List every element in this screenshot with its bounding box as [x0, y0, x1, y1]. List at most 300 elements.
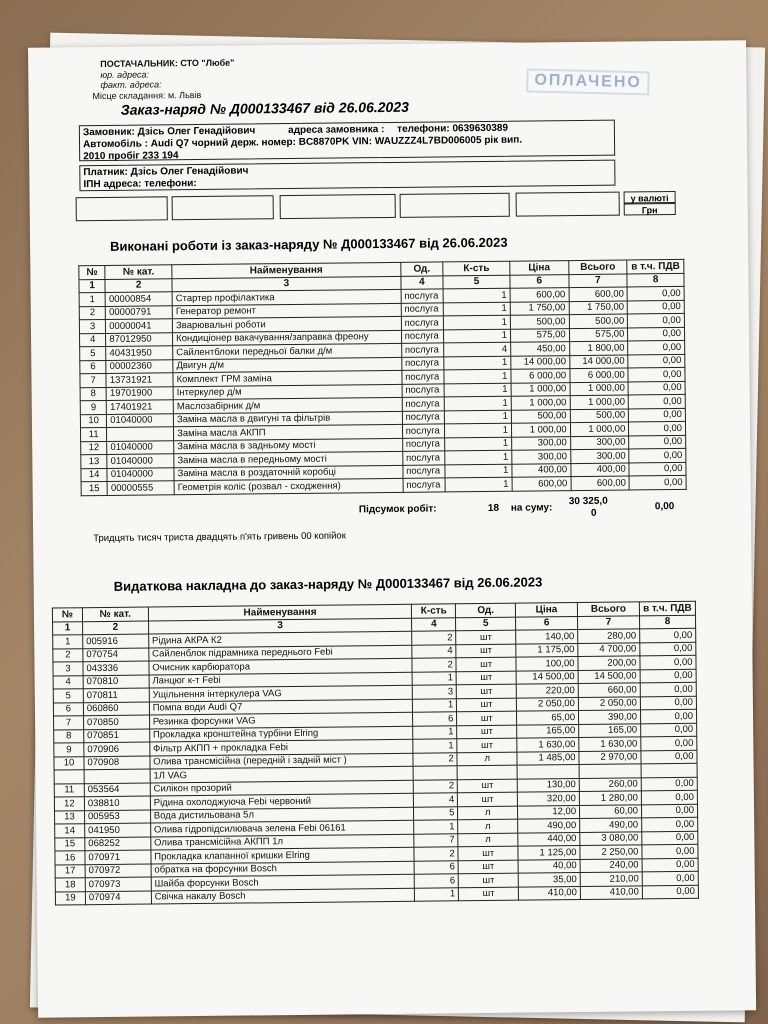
works-cell: 1 800,00 [569, 341, 628, 355]
parts-cell: Ланцюг к-т Febi [149, 672, 413, 688]
works-cell: 1 [444, 315, 511, 329]
parts-cell: Помпа води Audi Q7 [149, 699, 413, 715]
works-header-cell: № [79, 265, 105, 279]
customer-name: Замовник: Дзісь Олег Генадійович [82, 125, 256, 139]
works-cell: 1 750,00 [569, 300, 628, 314]
empty-field-5 [516, 192, 620, 217]
empty-field-3 [280, 194, 396, 219]
parts-cell: 1 630,00 [579, 737, 641, 751]
works-cell: 7 [80, 373, 106, 387]
works-cell: 0,00 [629, 448, 686, 462]
works-header-cell: Всього [568, 260, 627, 274]
parts-column-number: 3 [148, 618, 412, 634]
works-cell: 5 [80, 346, 106, 360]
works-cell: 1 [445, 410, 512, 424]
works-cell: 300,00 [570, 435, 629, 449]
works-cell: 500,00 [510, 315, 569, 329]
works-cell: 1 [444, 369, 511, 383]
parts-column-number: 6 [516, 616, 578, 630]
works-cell: 12 [81, 441, 107, 455]
parts-cell: шт [458, 792, 518, 806]
works-cell: 9 [80, 400, 106, 414]
works-cell: 400,00 [571, 462, 630, 476]
works-title: Виконані роботи із заказ-наряду № Д000133467 від 26.06.2023 [110, 234, 508, 254]
works-cell: 1 [445, 437, 512, 451]
works-cell: послуга [401, 329, 444, 343]
works-cell: Заміна масла в двигуні та фільтрів [173, 411, 402, 427]
works-cell: 11 [81, 427, 107, 441]
parts-cell: 0,00 [642, 831, 698, 845]
works-cell: 10 [80, 414, 106, 428]
parts-cell: 6 [414, 860, 458, 874]
parts-cell: 440,00 [518, 832, 580, 846]
works-header-cell: № кат. [105, 265, 172, 279]
car-info: Автомобіль : Audi Q7 чорний держ. номер: BC8870PK VIN: WAUZZZ4L7BD006005 рік вип. [82, 134, 523, 151]
works-cell: 600,00 [512, 477, 571, 491]
sum-in-words: Тридцять тисяч триста двадцять п'ять гривень 00 копійок [93, 530, 346, 545]
parts-cell: 13 [55, 810, 85, 824]
parts-cell: 0,00 [640, 696, 696, 710]
customer-box [79, 120, 615, 162]
works-header-cell: Найменування [172, 262, 401, 278]
parts-cell: 2 [53, 648, 83, 662]
works-vat-total: 0,00 [654, 501, 675, 513]
works-cell: 0,00 [629, 462, 686, 476]
works-cell: 14 000,00 [569, 354, 628, 368]
parts-cell: 2 [412, 631, 456, 645]
parts-cell [413, 766, 457, 780]
works-cell: 15 [81, 481, 107, 495]
works-cell: послуга [401, 289, 444, 303]
payer-box [79, 160, 615, 192]
works-cell: послуга [402, 437, 445, 451]
works-total-qty: 18 [487, 502, 500, 514]
parts-cell: 043336 [83, 661, 149, 675]
parts-cell: 140,00 [516, 630, 578, 644]
parts-cell: шт [457, 684, 517, 698]
parts-header-cell: № [52, 608, 82, 622]
parts-cell: шт [456, 657, 516, 671]
parts-cell: Олива трансмісійна (передній і задній міст ) [150, 753, 414, 769]
works-cell: послуга [401, 316, 444, 330]
parts-cell: шт [457, 738, 517, 752]
parts-cell: 210,00 [580, 872, 642, 886]
works-cell: 3 [79, 319, 105, 333]
parts-cell: Олива трансмісійна АКПП 1л [151, 834, 415, 850]
parts-cell: 041950 [85, 823, 151, 837]
works-cell: 6 [80, 360, 106, 374]
parts-cell: Прокладка клапанної кришки Elring [151, 847, 415, 863]
works-cell: 300,00 [570, 449, 629, 463]
car-info-2: 2010 пробіг 233 194 [83, 150, 179, 163]
works-cell: 1 [444, 383, 511, 397]
works-cell: 0,00 [628, 327, 685, 341]
parts-cell: 1 280,00 [579, 791, 641, 805]
parts-cell: 1 [413, 725, 457, 739]
parts-cell: 390,00 [579, 710, 641, 724]
parts-cell: 15 [55, 837, 85, 851]
parts-column-number: 8 [639, 615, 695, 629]
works-cell: послуга [402, 397, 445, 411]
works-cell: 14 000,00 [511, 355, 570, 369]
parts-cell: 40,00 [518, 859, 580, 873]
parts-cell: 6 [415, 874, 459, 888]
parts-column-number: 1 [53, 621, 83, 635]
works-cell: Комплект ГРМ заміна [173, 370, 402, 386]
parts-column-number: 5 [456, 617, 516, 631]
parts-cell: 17 [55, 864, 85, 878]
parts-cell: шт [458, 860, 518, 874]
works-cell: 300,00 [512, 436, 571, 450]
parts-cell [517, 765, 579, 779]
payer-details: ІПН адреса: телефони: [83, 178, 197, 191]
works-cell: 1 000,00 [511, 396, 570, 410]
empty-field-1 [76, 196, 168, 221]
parts-column-number: 4 [412, 617, 456, 631]
works-header-cell: в т.ч. ПДВ [627, 259, 684, 273]
parts-cell: 11 [54, 783, 84, 797]
parts-cell: 0,00 [640, 655, 696, 669]
payer-name: Платник: Дзісь Олег Генадійович [83, 165, 249, 179]
parts-cell: 1 [53, 635, 83, 649]
parts-cell: 280,00 [578, 629, 640, 643]
works-cell: 8 [80, 387, 106, 401]
works-cell: 0,00 [628, 313, 685, 327]
parts-cell: 0,00 [642, 858, 698, 872]
works-cell: послуга [402, 370, 445, 384]
works-cell: 00000854 [105, 292, 172, 306]
works-cell: 500,00 [511, 409, 570, 423]
parts-table [52, 601, 699, 906]
parts-cell: 038810 [84, 796, 150, 810]
works-cell: 575,00 [510, 328, 569, 342]
parts-cell: 0,00 [640, 682, 696, 696]
parts-cell: 220,00 [516, 684, 578, 698]
parts-cell: 6 [53, 702, 83, 716]
works-cell: 450,00 [511, 342, 570, 356]
works-cell: Двигун д/м [173, 357, 402, 373]
parts-cell: 490,00 [580, 818, 642, 832]
parts-cell: 14 [55, 824, 85, 838]
works-cell: 01040000 [107, 467, 174, 481]
parts-cell: 1 [415, 887, 459, 901]
parts-cell: 1 [413, 739, 457, 753]
works-sum-label: на суму: [510, 502, 553, 514]
supplier-line: ПОСТАЧАЛЬНИК: СТО "Любе" [100, 57, 235, 70]
works-cell: 14 [81, 468, 107, 482]
works-cell: 13 [81, 454, 107, 468]
parts-cell: 490,00 [518, 819, 580, 833]
parts-cell: 070971 [85, 850, 151, 864]
works-cell: 1 [445, 464, 512, 478]
parts-cell: 070906 [84, 742, 150, 756]
parts-cell: 2 [414, 847, 458, 861]
parts-cell: 4 700,00 [578, 642, 640, 656]
parts-cell: 14 500,00 [516, 670, 578, 684]
customer-phones: телефони: 0639630389 [397, 122, 509, 135]
parts-cell: 070972 [85, 864, 151, 878]
legal-address: юр. адреса: [100, 69, 150, 81]
parts-cell: 3 080,00 [580, 831, 642, 845]
parts-cell [84, 769, 150, 783]
parts-cell: 2 [413, 752, 457, 766]
parts-cell: л [458, 833, 518, 847]
works-cell: послуга [403, 464, 446, 478]
works-cell: Інтеркулер д/м [173, 384, 402, 400]
works-cell: 0,00 [629, 408, 686, 422]
parts-cell [641, 763, 697, 777]
parts-cell: 0,00 [642, 885, 698, 899]
parts-cell: 070908 [84, 756, 150, 770]
parts-cell: 0,00 [640, 669, 696, 683]
works-cell: 500,00 [569, 314, 628, 328]
works-cell: 1 000,00 [570, 395, 629, 409]
works-cell: Заміна масла АКПП [174, 424, 403, 440]
currency-value: Грн [624, 203, 676, 216]
parts-cell: 0,00 [641, 723, 697, 737]
works-cell: 01040000 [107, 454, 174, 468]
parts-cell: 3 [53, 662, 83, 676]
parts-header-cell: Ціна [515, 603, 577, 617]
parts-cell: Рідина АКРА К2 [148, 631, 412, 647]
parts-header-cell: в т.ч. ПДВ [639, 601, 695, 615]
parts-cell: 060860 [83, 702, 149, 716]
parts-cell: 410,00 [580, 885, 642, 899]
works-column-number: 7 [569, 273, 628, 287]
parts-cell: шт [459, 887, 519, 901]
works-cell: послуга [402, 451, 445, 465]
works-cell: Геометрія коліс (розвал - сходження) [174, 478, 403, 494]
works-cell: 600,00 [571, 476, 630, 490]
currency-label: у валюті [624, 191, 676, 204]
works-column-number: 5 [443, 275, 510, 289]
parts-cell: 1Л VAG [150, 766, 414, 782]
parts-cell: 16 [55, 851, 85, 865]
parts-cell: 070811 [83, 688, 149, 702]
works-cell: 1 [79, 292, 105, 306]
parts-cell: 18 [55, 878, 85, 892]
works-cell: 1 000,00 [570, 422, 629, 436]
works-cell: 0,00 [628, 394, 685, 408]
works-column-number: 3 [172, 276, 401, 292]
parts-header-cell: Найменування [148, 604, 412, 620]
works-cell: послуга [401, 302, 444, 316]
parts-cell: 070810 [83, 675, 149, 689]
parts-cell: л [458, 806, 518, 820]
parts-cell: 2 250,00 [580, 845, 642, 859]
parts-cell: 1 125,00 [518, 846, 580, 860]
works-cell: послуга [403, 478, 446, 492]
parts-cell: 4 [412, 644, 456, 658]
paid-stamp: ОПЛАЧЕНО [526, 68, 650, 95]
works-column-number: 1 [79, 279, 105, 293]
parts-cell: 8 [54, 729, 84, 743]
parts-cell: 0,00 [640, 709, 696, 723]
works-cell: Заміна масла в роздаточній коробці [174, 465, 403, 481]
parts-cell: 2 970,00 [579, 750, 641, 764]
parts-cell [579, 764, 641, 778]
works-cell: 1 [445, 477, 512, 491]
parts-cell: 005953 [84, 810, 150, 824]
parts-cell: 1 [414, 820, 458, 834]
parts-cell: 9 [54, 743, 84, 757]
parts-cell: 4 [53, 675, 83, 689]
parts-cell: 7 [414, 833, 458, 847]
parts-cell: 2 [412, 658, 456, 672]
parts-cell: 12 [54, 797, 84, 811]
parts-column-number: 7 [578, 615, 640, 629]
parts-header-cell: Всього [577, 602, 639, 616]
parts-cell: 3 [413, 685, 457, 699]
empty-field-2 [172, 195, 274, 220]
parts-cell: 165,00 [579, 723, 641, 737]
works-cell: 01040000 [107, 413, 174, 427]
parts-cell [54, 770, 84, 784]
works-cell: 6 000,00 [511, 369, 570, 383]
parts-cell: шт [457, 725, 517, 739]
works-cell: 0,00 [627, 286, 684, 300]
parts-cell: 65,00 [517, 711, 579, 725]
parts-header-cell: Од. [456, 603, 516, 617]
parts-header-cell: К-сть [412, 604, 456, 618]
works-cell: послуга [402, 383, 445, 397]
works-header-cell: Ціна [510, 261, 569, 275]
parts-cell: Свічка накалу Bosch [151, 888, 415, 904]
works-cell: 13731921 [106, 373, 173, 387]
parts-cell: Ущільнення інтеркулера VAG [149, 685, 413, 701]
parts-cell: 6 [413, 712, 457, 726]
works-cell: 1 000,00 [511, 382, 570, 396]
parts-cell: 260,00 [579, 777, 641, 791]
parts-cell: л [458, 819, 518, 833]
parts-cell: 1 [413, 698, 457, 712]
works-cell: Маслозабірник д/м [173, 397, 402, 413]
works-cell: 6 000,00 [570, 368, 629, 382]
works-cell: послуга [401, 343, 444, 357]
parts-cell: шт [456, 630, 516, 644]
works-cell: 1 [444, 356, 511, 370]
works-cell: 19701900 [106, 386, 173, 400]
parts-cell: Силікон прозорий [150, 780, 414, 796]
parts-cell: 320,00 [517, 792, 579, 806]
parts-cell: Сайленблок підрамника переднього Febi [149, 645, 413, 661]
parts-cell: 60,00 [580, 804, 642, 818]
parts-cell: 4 [414, 793, 458, 807]
works-cell: 17401921 [107, 400, 174, 414]
parts-cell: 2 050,00 [516, 697, 578, 711]
parts-cell: 100,00 [516, 657, 578, 671]
works-cell: Зварювальні роботи [172, 316, 401, 332]
parts-cell: Олива гідропідсилювача зелена Febi 06161 [150, 820, 414, 836]
works-cell: 87012950 [106, 332, 173, 346]
parts-cell: 1 485,00 [517, 751, 579, 765]
parts-cell: шт [458, 779, 518, 793]
parts-cell: шт [456, 671, 516, 685]
works-cell: 1 [445, 423, 512, 437]
parts-cell: шт [457, 711, 517, 725]
works-cell: 00002360 [106, 359, 173, 373]
parts-cell: 070850 [83, 715, 149, 729]
parts-cell: 0,00 [641, 804, 697, 818]
parts-cell: Шайба форсунки Bosch [151, 874, 415, 890]
empty-field-4 [400, 193, 510, 218]
parts-cell: Вода дистильована 5л [150, 807, 414, 823]
works-cell: Стартер профілактика [172, 289, 401, 305]
works-cell: 575,00 [569, 327, 628, 341]
works-cell: 0,00 [629, 435, 686, 449]
parts-header-cell: № кат. [82, 607, 148, 621]
works-column-number: 6 [510, 274, 569, 288]
works-cell: 500,00 [570, 408, 629, 422]
works-cell: 1 750,00 [510, 301, 569, 315]
parts-cell: 240,00 [580, 858, 642, 872]
parts-cell: шт [458, 846, 518, 860]
works-cell: 0,00 [628, 381, 685, 395]
parts-cell: л [457, 752, 517, 766]
parts-cell: 0,00 [642, 844, 698, 858]
works-cell: 0,00 [627, 300, 684, 314]
works-cell: Кондиціонер вакачування/заправка фреону [173, 330, 402, 346]
works-cell: 00000791 [106, 305, 173, 319]
parts-title: Видаткова накладна до заказ-наряду № Д000133467 від 26.06.2023 [113, 574, 543, 594]
works-cell: 600,00 [569, 287, 628, 301]
parts-cell: 5 [53, 689, 83, 703]
works-cell: 00000041 [106, 319, 173, 333]
place-line: Місце складання: м. Львів [92, 89, 202, 102]
parts-cell: Рідина охолоджуюча Febi червоний [150, 793, 414, 809]
works-cell: 40431950 [106, 346, 173, 360]
works-sum-value-2: 0 [590, 507, 597, 519]
works-cell: 1 [444, 329, 511, 343]
works-cell [107, 427, 174, 441]
parts-cell: 0,00 [642, 871, 698, 885]
parts-cell: 14 500,00 [578, 669, 640, 683]
works-cell: 600,00 [510, 288, 569, 302]
parts-cell: 070973 [85, 877, 151, 891]
parts-cell: 12,00 [518, 805, 580, 819]
parts-cell: Прокладка кронштейна турбіни Elring [149, 726, 413, 742]
works-column-number: 8 [627, 273, 684, 287]
parts-cell: 070851 [84, 729, 150, 743]
parts-cell: 2 050,00 [578, 696, 640, 710]
works-cell: послуга [402, 424, 445, 438]
parts-cell: шт [459, 873, 519, 887]
parts-cell: 1 630,00 [517, 738, 579, 752]
parts-cell: 0,00 [641, 790, 697, 804]
parts-cell: 7 [54, 716, 84, 730]
parts-cell: 35,00 [518, 873, 580, 887]
works-column-number: 2 [105, 278, 172, 292]
parts-cell: обратка на форсунки Bosch [151, 861, 415, 877]
works-header-cell: Од. [400, 262, 443, 276]
works-cell: 0,00 [628, 340, 685, 354]
works-cell: 4 [444, 342, 511, 356]
works-cell: 1 000,00 [570, 381, 629, 395]
parts-cell: 1 [412, 671, 456, 685]
parts-cell: 130,00 [517, 778, 579, 792]
works-sum-value: 30 325,0 [568, 495, 608, 508]
parts-cell: 200,00 [578, 656, 640, 670]
parts-cell: 0,00 [641, 777, 697, 791]
parts-cell: 0,00 [641, 736, 697, 750]
parts-cell: Резинка форсунки VAG [149, 712, 413, 728]
work-order-document [28, 40, 756, 1017]
works-cell: 0,00 [629, 475, 686, 489]
works-cell: 1 [444, 396, 511, 410]
works-cell: послуга [401, 356, 444, 370]
works-cell: Сайлентблоки передньої балки д/м [173, 343, 402, 359]
parts-cell: 0,00 [641, 750, 697, 764]
